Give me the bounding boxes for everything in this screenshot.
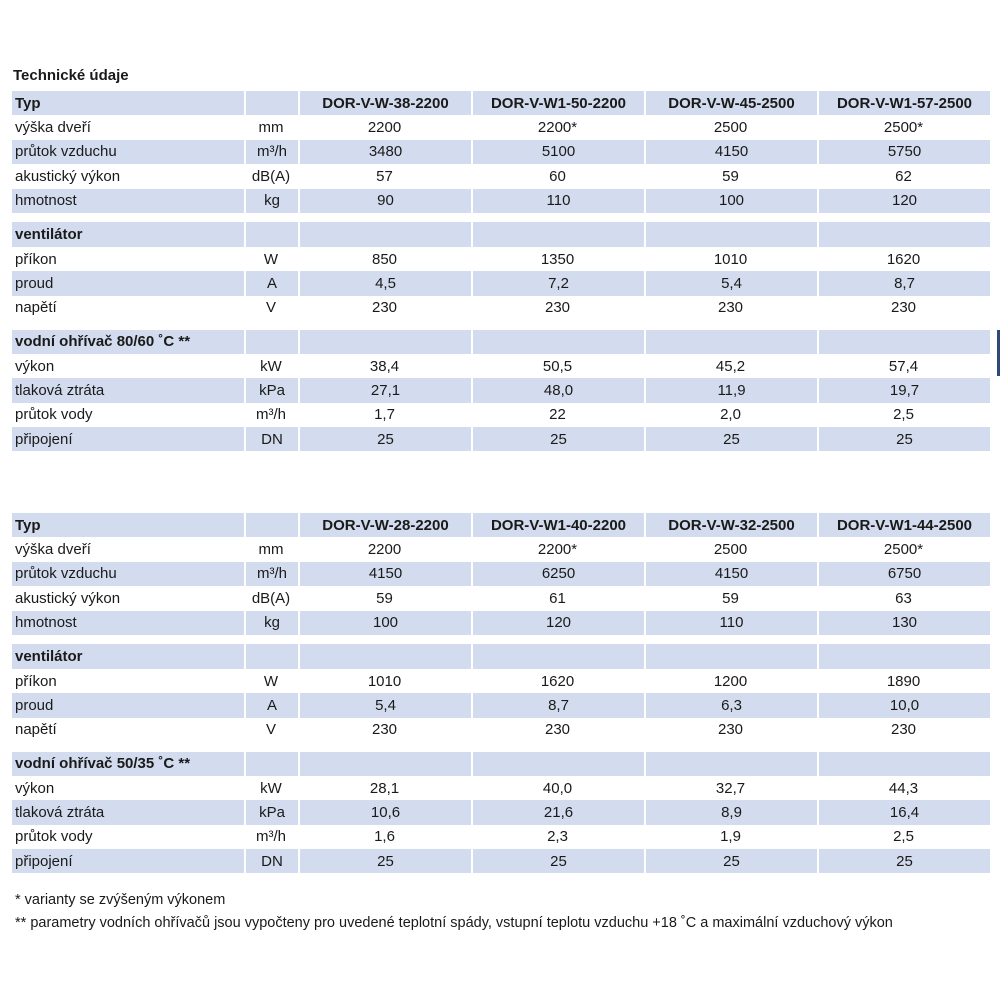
row-label: průtok vzduchu: [12, 140, 244, 164]
value-cell: 230: [471, 718, 644, 742]
value-cell: 4,5: [298, 271, 471, 295]
row-label: výška dveří: [12, 537, 244, 561]
value-cell: 32,7: [644, 776, 817, 800]
unit-cell: A: [244, 271, 298, 295]
unit-cell: kg: [244, 189, 298, 213]
value-cell: 59: [644, 164, 817, 188]
row-label: proud: [12, 693, 244, 717]
value-cell: 2,3: [471, 825, 644, 849]
value-cell: 61: [471, 586, 644, 610]
value-cell: 10,6: [298, 800, 471, 824]
value-cell: 59: [644, 586, 817, 610]
unit-cell: kW: [244, 354, 298, 378]
value-cell: 3480: [298, 140, 471, 164]
value-cell: 25: [471, 427, 644, 451]
header-row: [12, 513, 990, 537]
section-header-cell: [298, 222, 471, 246]
value-cell: 130: [817, 611, 990, 635]
table-row: [12, 718, 990, 742]
value-cell: 1620: [817, 247, 990, 271]
value-cell: 25: [817, 849, 990, 873]
value-cell: 6250: [471, 562, 644, 586]
section-header-cell: [298, 644, 471, 668]
table-row: [12, 189, 990, 213]
value-cell: 8,7: [471, 693, 644, 717]
value-cell: 1620: [471, 669, 644, 693]
unit-cell: W: [244, 247, 298, 271]
value-cell: 100: [298, 611, 471, 635]
value-cell: 4150: [644, 140, 817, 164]
table-row: [12, 800, 990, 824]
value-cell: 28,1: [298, 776, 471, 800]
value-cell: 19,7: [817, 378, 990, 402]
section-title: vodní ohřívač 80/60 ˚C **: [12, 330, 244, 354]
value-cell: 4150: [644, 562, 817, 586]
section-header-cell: [298, 330, 471, 354]
row-label: akustický výkon: [12, 586, 244, 610]
value-cell: 44,3: [817, 776, 990, 800]
model-header: DOR-V-W1-40-2200: [471, 513, 644, 537]
value-cell: 230: [298, 718, 471, 742]
row-label: výkon: [12, 354, 244, 378]
value-cell: 57: [298, 164, 471, 188]
value-cell: 25: [298, 849, 471, 873]
value-cell: 21,6: [471, 800, 644, 824]
row-label: napětí: [12, 296, 244, 320]
row-label: akustický výkon: [12, 164, 244, 188]
value-cell: 6750: [817, 562, 990, 586]
value-cell: 5750: [817, 140, 990, 164]
section-header-cell: [644, 752, 817, 776]
unit-cell: m³/h: [244, 562, 298, 586]
value-cell: 25: [298, 427, 471, 451]
section-header-cell: [817, 330, 990, 354]
row-label: průtok vzduchu: [12, 562, 244, 586]
value-cell: 2500*: [817, 115, 990, 139]
value-cell: 230: [298, 296, 471, 320]
section-header-cell: [471, 222, 644, 246]
unit-cell: DN: [244, 427, 298, 451]
section-header-cell: [244, 330, 298, 354]
value-cell: 1890: [817, 669, 990, 693]
value-cell: 2,5: [817, 403, 990, 427]
section-gap: [12, 213, 990, 223]
unit-cell: kPa: [244, 800, 298, 824]
value-cell: 25: [471, 849, 644, 873]
value-cell: 63: [817, 586, 990, 610]
section-header-cell: [644, 644, 817, 668]
section-header-cell: [644, 330, 817, 354]
value-cell: 25: [817, 427, 990, 451]
value-cell: 6,3: [644, 693, 817, 717]
model-header: DOR-V-W-45-2500: [644, 91, 817, 115]
value-cell: 2200*: [471, 537, 644, 561]
value-cell: 110: [644, 611, 817, 635]
value-cell: 850: [298, 247, 471, 271]
row-label: hmotnost: [12, 611, 244, 635]
header-row: [12, 91, 990, 115]
unit-cell: kW: [244, 776, 298, 800]
model-header: DOR-V-W-38-2200: [298, 91, 471, 115]
section-title: ventilátor: [12, 222, 244, 246]
row-label: tlaková ztráta: [12, 800, 244, 824]
value-cell: 1010: [298, 669, 471, 693]
value-cell: 10,0: [817, 693, 990, 717]
unit-header: [244, 91, 298, 115]
value-cell: 59: [298, 586, 471, 610]
section-gap: [12, 635, 990, 645]
unit-cell: mm: [244, 115, 298, 139]
row-label: výkon: [12, 776, 244, 800]
value-cell: 25: [644, 427, 817, 451]
model-header: DOR-V-W-32-2500: [644, 513, 817, 537]
value-cell: 16,4: [817, 800, 990, 824]
value-cell: 230: [644, 718, 817, 742]
value-cell: 120: [817, 189, 990, 213]
unit-cell: kPa: [244, 378, 298, 402]
table-row: [12, 669, 990, 693]
value-cell: 1,6: [298, 825, 471, 849]
value-cell: 5100: [471, 140, 644, 164]
value-cell: 57,4: [817, 354, 990, 378]
value-cell: 100: [644, 189, 817, 213]
value-cell: 27,1: [298, 378, 471, 402]
value-cell: 2,5: [817, 825, 990, 849]
value-cell: 7,2: [471, 271, 644, 295]
table-row: [12, 427, 990, 451]
value-cell: 2500*: [817, 537, 990, 561]
unit-cell: DN: [244, 849, 298, 873]
unit-cell: dB(A): [244, 164, 298, 188]
unit-cell: mm: [244, 537, 298, 561]
footnote: ** parametry vodních ohřívačů jsou vypočteny pro uvedené teplotní spády, vstupní teplotu vzduchu +18 ˚C a maximální vzduchový výkon: [15, 915, 893, 931]
value-cell: 2500: [644, 537, 817, 561]
row-label: hmotnost: [12, 189, 244, 213]
value-cell: 1010: [644, 247, 817, 271]
value-cell: 120: [471, 611, 644, 635]
section-header-row: [12, 222, 990, 246]
value-cell: 40,0: [471, 776, 644, 800]
unit-cell: W: [244, 669, 298, 693]
table-row: [12, 247, 990, 271]
table-row: [12, 562, 990, 586]
value-cell: 45,2: [644, 354, 817, 378]
unit-cell: V: [244, 296, 298, 320]
table-row: [12, 825, 990, 849]
model-header: DOR-V-W1-44-2500: [817, 513, 990, 537]
row-label: výška dveří: [12, 115, 244, 139]
value-cell: 5,4: [298, 693, 471, 717]
value-cell: 230: [817, 296, 990, 320]
value-cell: 2200: [298, 537, 471, 561]
value-cell: 90: [298, 189, 471, 213]
table-row: [12, 296, 990, 320]
section-gap: [12, 320, 990, 330]
value-cell: 110: [471, 189, 644, 213]
row-label: příkon: [12, 247, 244, 271]
section-header-cell: [244, 644, 298, 668]
table-row: [12, 271, 990, 295]
model-header: DOR-V-W-28-2200: [298, 513, 471, 537]
section-title: ventilátor: [12, 644, 244, 668]
row-label: příkon: [12, 669, 244, 693]
table-row: [12, 537, 990, 561]
value-cell: 4150: [298, 562, 471, 586]
value-cell: 230: [644, 296, 817, 320]
table-row: [12, 115, 990, 139]
section-header-cell: [817, 222, 990, 246]
unit-cell: V: [244, 718, 298, 742]
section-header-row: [12, 644, 990, 668]
table-row: [12, 354, 990, 378]
section-header-cell: [244, 752, 298, 776]
unit-cell: A: [244, 693, 298, 717]
header-label: Typ: [12, 513, 244, 537]
row-label: připojení: [12, 849, 244, 873]
spec-table: [12, 513, 990, 873]
section-header-row: [12, 330, 990, 354]
page-title: Technické údaje: [13, 67, 129, 84]
value-cell: 62: [817, 164, 990, 188]
section-header-cell: [644, 222, 817, 246]
value-cell: 1350: [471, 247, 644, 271]
value-cell: 230: [817, 718, 990, 742]
model-header: DOR-V-W1-57-2500: [817, 91, 990, 115]
value-cell: 11,9: [644, 378, 817, 402]
row-label: připojení: [12, 427, 244, 451]
value-cell: 1,7: [298, 403, 471, 427]
row-label: proud: [12, 271, 244, 295]
footnotes: [15, 889, 893, 935]
row-label: tlaková ztráta: [12, 378, 244, 402]
value-cell: 25: [644, 849, 817, 873]
value-cell: 8,9: [644, 800, 817, 824]
value-cell: 1,9: [644, 825, 817, 849]
value-cell: 48,0: [471, 378, 644, 402]
spec-table: [12, 91, 990, 451]
value-cell: 8,7: [817, 271, 990, 295]
section-header-cell: [471, 752, 644, 776]
value-cell: 2200: [298, 115, 471, 139]
table-row: [12, 611, 990, 635]
value-cell: 38,4: [298, 354, 471, 378]
section-gap: [12, 742, 990, 752]
table-row: [12, 776, 990, 800]
value-cell: 2500: [644, 115, 817, 139]
row-label: napětí: [12, 718, 244, 742]
table-row: [12, 586, 990, 610]
value-cell: 5,4: [644, 271, 817, 295]
section-header-cell: [244, 222, 298, 246]
value-cell: 2,0: [644, 403, 817, 427]
value-cell: 50,5: [471, 354, 644, 378]
value-cell: 60: [471, 164, 644, 188]
table-row: [12, 403, 990, 427]
unit-cell: dB(A): [244, 586, 298, 610]
footnote: * varianty se zvýšeným výkonem: [15, 892, 226, 908]
section-title: vodní ohřívač 50/35 ˚C **: [12, 752, 244, 776]
unit-cell: m³/h: [244, 140, 298, 164]
header-label: Typ: [12, 91, 244, 115]
section-header-cell: [817, 644, 990, 668]
table-row: [12, 693, 990, 717]
section-header-cell: [471, 644, 644, 668]
unit-cell: kg: [244, 611, 298, 635]
row-label: průtok vody: [12, 403, 244, 427]
value-cell: 1200: [644, 669, 817, 693]
value-cell: 2200*: [471, 115, 644, 139]
unit-header: [244, 513, 298, 537]
section-header-row: [12, 752, 990, 776]
unit-cell: m³/h: [244, 403, 298, 427]
table-row: [12, 140, 990, 164]
model-header: DOR-V-W1-50-2200: [471, 91, 644, 115]
section-header-cell: [298, 752, 471, 776]
row-label: průtok vody: [12, 825, 244, 849]
value-cell: 230: [471, 296, 644, 320]
section-header-cell: [817, 752, 990, 776]
value-cell: 22: [471, 403, 644, 427]
unit-cell: m³/h: [244, 825, 298, 849]
table-row: [12, 849, 990, 873]
section-header-cell: [471, 330, 644, 354]
table-row: [12, 378, 990, 402]
table-row: [12, 164, 990, 188]
